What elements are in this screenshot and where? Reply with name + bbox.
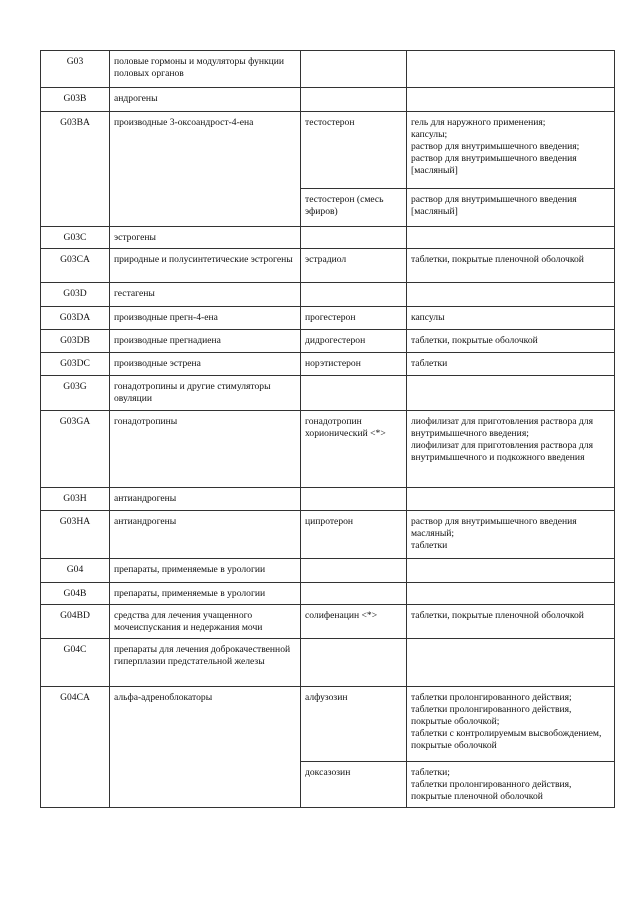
dosage-form	[407, 583, 615, 605]
drug-name: эстрадиол	[301, 249, 407, 283]
dosage-form: таблетки, покрытые пленочной оболочкой	[407, 249, 615, 283]
atc-code: G03CA	[41, 249, 110, 283]
table-row	[41, 249, 615, 283]
table-row	[41, 283, 615, 307]
drug-name	[301, 227, 407, 249]
group-name: гонадотропины	[110, 411, 301, 488]
drug-name	[301, 283, 407, 307]
table-row	[41, 307, 615, 330]
drug-name	[301, 88, 407, 112]
group-name: половые гормоны и модуляторы функции половых органов	[110, 51, 301, 88]
dosage-form: таблетки; таблетки пролонгированного действия, покрытые пленочной оболочкой	[407, 762, 615, 808]
table-row	[41, 51, 615, 88]
table-row	[41, 227, 615, 249]
drug-name: тестостерон	[301, 112, 407, 189]
drug-name: ципротерон	[301, 511, 407, 559]
group-name: препараты, применяемые в урологии	[110, 559, 301, 583]
table-row	[41, 411, 615, 488]
dosage-form	[407, 283, 615, 307]
table-row	[41, 687, 615, 762]
table-row	[41, 488, 615, 511]
drug-name	[301, 559, 407, 583]
atc-code: G04CA	[41, 687, 110, 808]
table-row	[41, 511, 615, 559]
drug-name: доксазозин	[301, 762, 407, 808]
table-row	[41, 376, 615, 411]
group-name: препараты, применяемые в урологии	[110, 583, 301, 605]
dosage-form: таблетки пролонгированного действия; таблетки пролонгированного действия, покрытые оболочкой; таблетки с контролируемым высвобождением, покрытые оболочкой	[407, 687, 615, 762]
group-name: андрогены	[110, 88, 301, 112]
dosage-form: таблетки, покрытые пленочной оболочкой	[407, 605, 615, 639]
drug-name	[301, 639, 407, 687]
dosage-form	[407, 639, 615, 687]
atc-code: G04BD	[41, 605, 110, 639]
table-row	[41, 605, 615, 639]
drug-name: прогестерон	[301, 307, 407, 330]
drug-name	[301, 376, 407, 411]
dosage-form: раствор для внутримышечного введения [масляный]	[407, 189, 615, 227]
table-row	[41, 88, 615, 112]
drug-name	[301, 583, 407, 605]
group-name: альфа-адреноблокаторы	[110, 687, 301, 808]
group-name: производные прегнадиена	[110, 330, 301, 353]
group-name: гестагены	[110, 283, 301, 307]
atc-code: G03GA	[41, 411, 110, 488]
table-row	[41, 112, 615, 189]
dosage-form: гель для наружного применения; капсулы; раствор для внутримышечного введения; раствор для внутримышечного введения [масляный]	[407, 112, 615, 189]
atc-code: G03HA	[41, 511, 110, 559]
dosage-form	[407, 227, 615, 249]
atc-code: G03B	[41, 88, 110, 112]
atc-code: G03	[41, 51, 110, 88]
atc-code: G03BA	[41, 112, 110, 227]
group-name: антиандрогены	[110, 511, 301, 559]
dosage-form	[407, 376, 615, 411]
dosage-form	[407, 51, 615, 88]
table-row	[41, 330, 615, 353]
drug-classification-table	[40, 50, 615, 808]
table-row	[41, 559, 615, 583]
group-name: препараты для лечения доброкачественной гиперплазии предстательной железы	[110, 639, 301, 687]
dosage-form: лиофилизат для приготовления раствора для внутримышечного введения; лиофилизат для приготовления раствора для внутримышечного и подкожного введения	[407, 411, 615, 488]
table-row	[41, 583, 615, 605]
group-name: природные и полусинтетические эстрогены	[110, 249, 301, 283]
dosage-form: таблетки, покрытые оболочкой	[407, 330, 615, 353]
dosage-form	[407, 488, 615, 511]
dosage-form	[407, 559, 615, 583]
group-name: производные эстрена	[110, 353, 301, 376]
drug-name	[301, 488, 407, 511]
atc-code: G03DB	[41, 330, 110, 353]
atc-code: G03H	[41, 488, 110, 511]
drug-name: дидрогестерон	[301, 330, 407, 353]
group-name: гонадотропины и другие стимуляторы овуляции	[110, 376, 301, 411]
atc-code: G03C	[41, 227, 110, 249]
atc-code: G03D	[41, 283, 110, 307]
group-name: производные 3-оксоандрост-4-ена	[110, 112, 301, 227]
table-row	[41, 353, 615, 376]
drug-name: алфузозин	[301, 687, 407, 762]
drug-name: гонадотропин хорионический <*>	[301, 411, 407, 488]
group-name: производные прегн-4-ена	[110, 307, 301, 330]
drug-name: солифенацин <*>	[301, 605, 407, 639]
dosage-form: капсулы	[407, 307, 615, 330]
atc-code: G04B	[41, 583, 110, 605]
drug-name: норэтистерон	[301, 353, 407, 376]
group-name: антиандрогены	[110, 488, 301, 511]
group-name: средства для лечения учащенного мочеиспускания и недержания мочи	[110, 605, 301, 639]
drug-name: тестостерон (смесь эфиров)	[301, 189, 407, 227]
dosage-form: таблетки	[407, 353, 615, 376]
table-row	[41, 639, 615, 687]
atc-code: G03DC	[41, 353, 110, 376]
atc-code: G03G	[41, 376, 110, 411]
drug-name	[301, 51, 407, 88]
group-name: эстрогены	[110, 227, 301, 249]
atc-code: G04C	[41, 639, 110, 687]
atc-code: G04	[41, 559, 110, 583]
dosage-form: раствор для внутримышечного введения масляный; таблетки	[407, 511, 615, 559]
atc-code: G03DA	[41, 307, 110, 330]
dosage-form	[407, 88, 615, 112]
